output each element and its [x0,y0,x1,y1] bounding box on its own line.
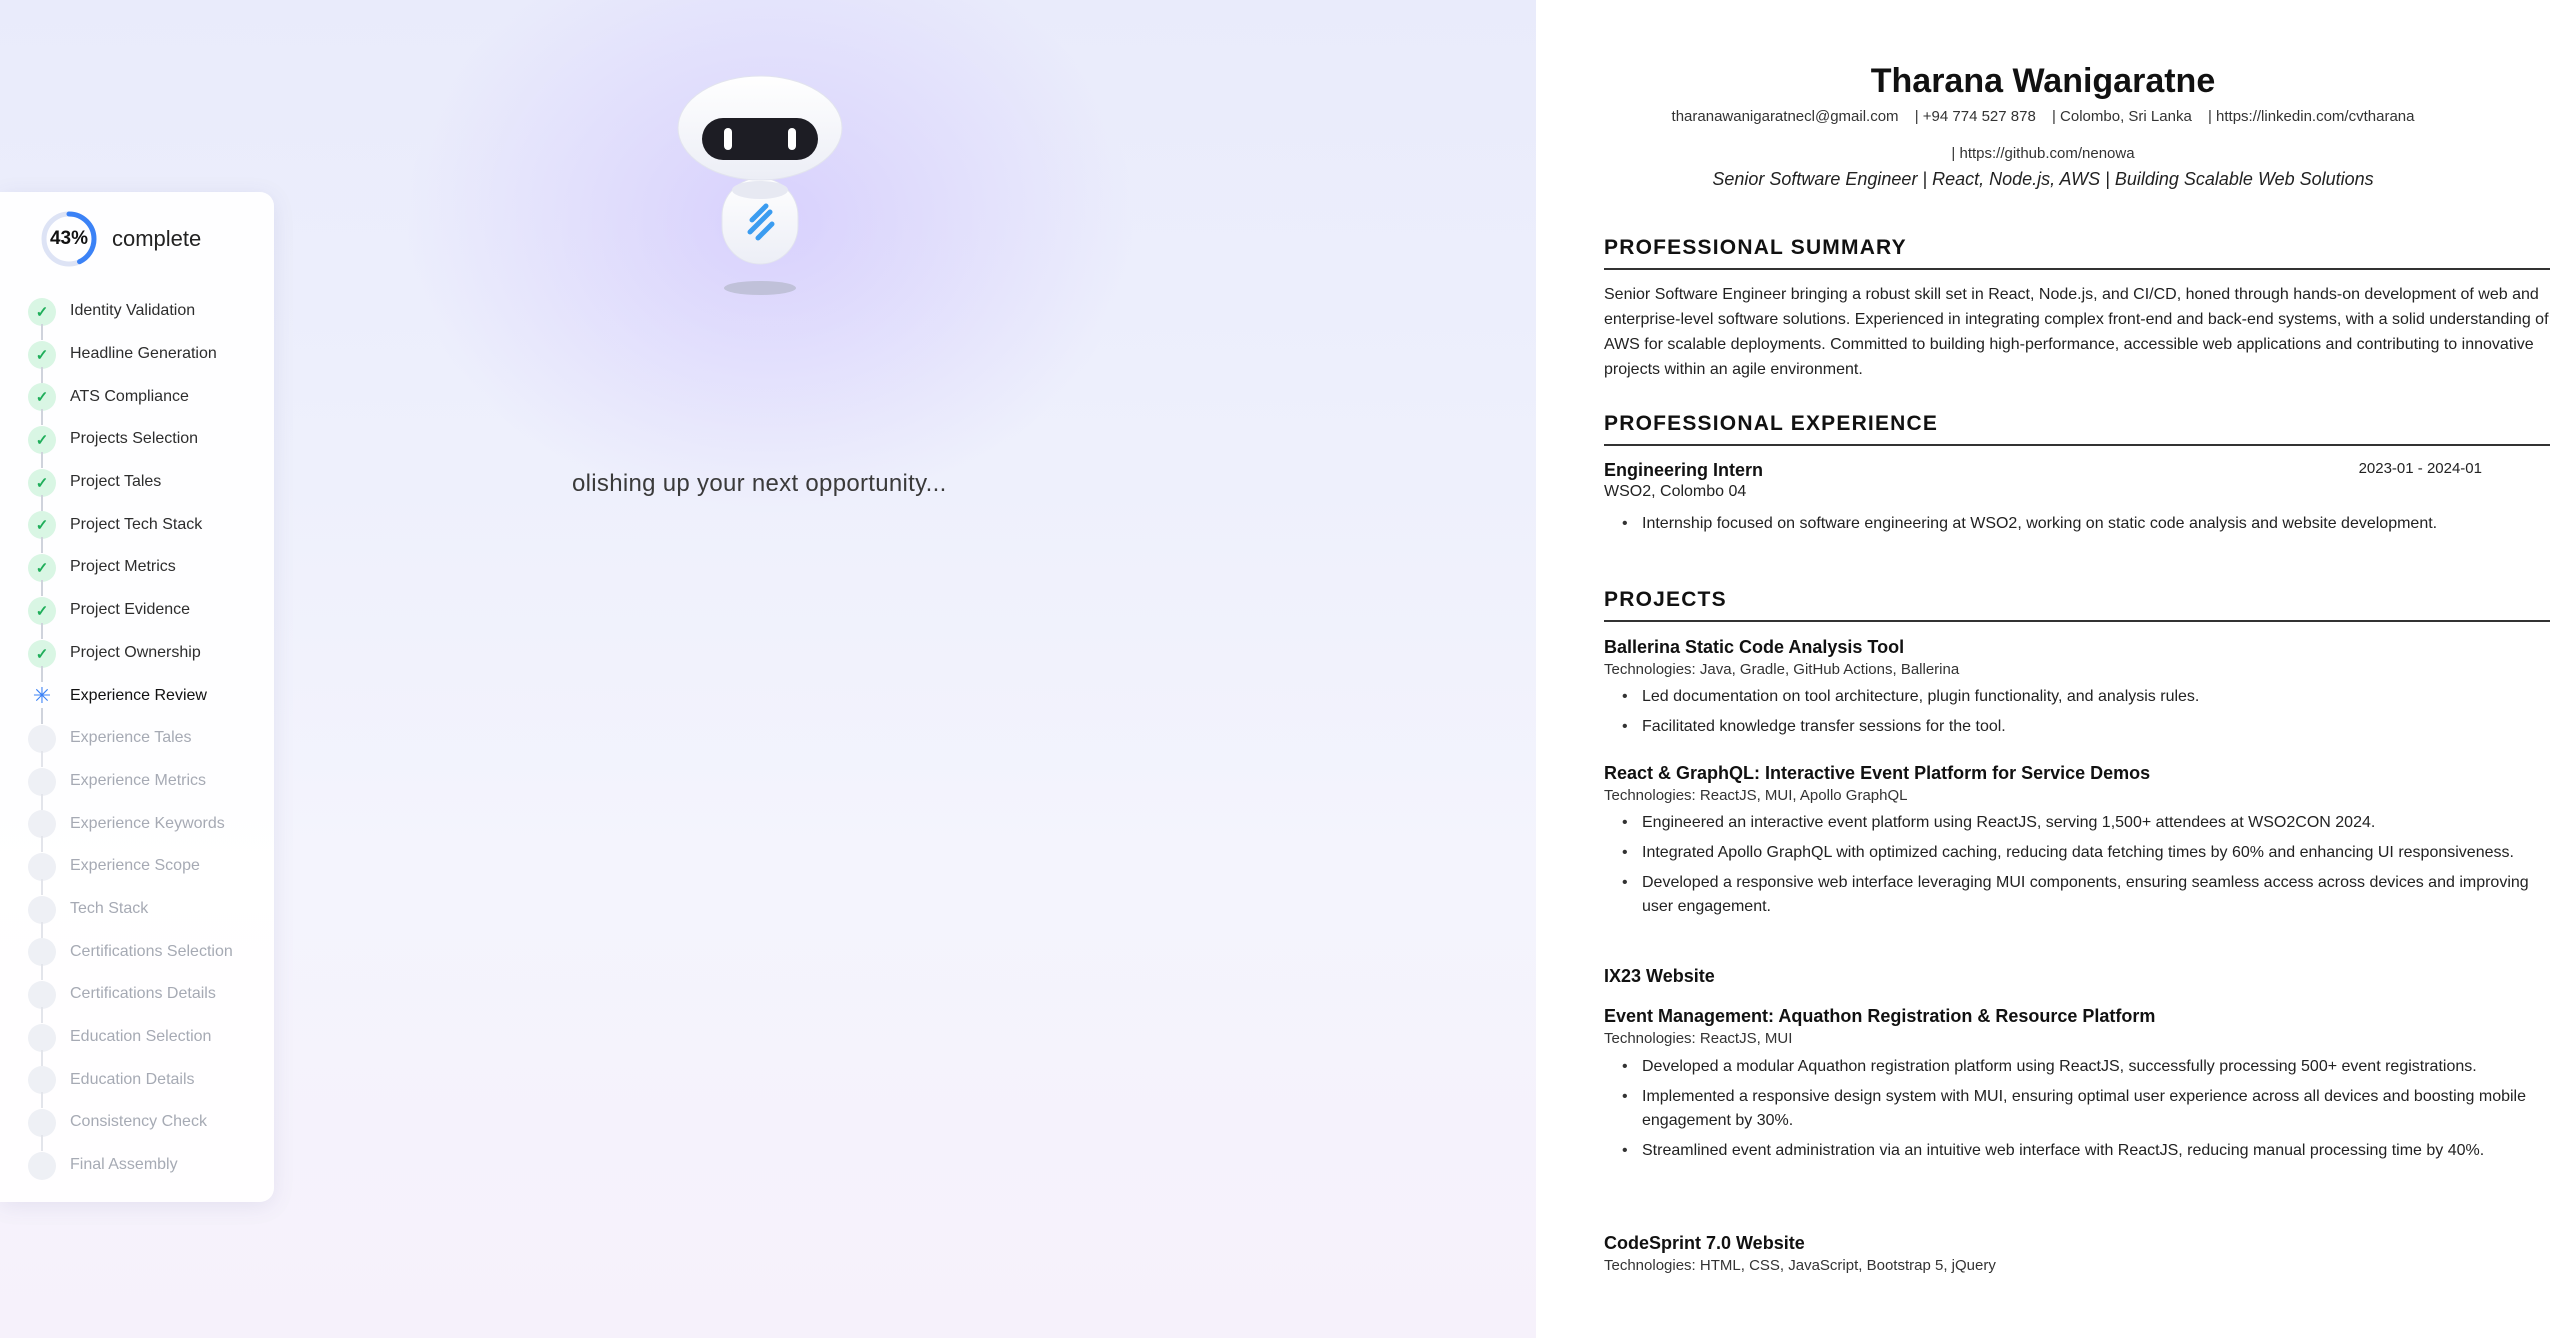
projects-heading: PROJECTS [1604,588,2550,622]
progress-percent: 43% [49,228,89,249]
resume-name: Tharana Wanigaratne [1870,62,2216,100]
step-label: Experience Keywords [70,814,225,832]
pending-dot-icon [28,1109,56,1137]
bullet-item: • Developed a responsive web interface leveraging MUI components, ensuring seamless access across devices and improving user engagement. [1604,871,2550,919]
pending-dot-icon [28,1066,56,1094]
resume-headline: Senior Software Engineer | React, Node.js, AWS | Building Scalable Web Solutions [1712,169,2374,189]
step-item [28,930,274,973]
resume-email[interactable]: tharanawanigaratnecl@gmail.com [1671,108,1899,125]
experience-dates: 2023-01 - 2024-01 [2358,460,2482,477]
pending-dot-icon [28,1152,56,1180]
loading-message: olishing up your next opportunity... [572,470,947,497]
step-label: Project Tech Stack [70,515,203,533]
step-label: Certifications Details [70,985,216,1003]
pending-dot-icon [28,810,56,838]
experience-heading: PROFESSIONAL EXPERIENCE [1604,412,2550,446]
bullet-item: • Integrated Apollo GraphQL with optimized caching, reducing data fetching times by 60% and enhancing UI responsiveness. [1604,841,2550,865]
resume-preview [1536,0,2550,1338]
step-label: Experience Metrics [70,771,207,789]
step-item [28,973,274,1016]
resume-github[interactable]: | https://github.com/nenowa [1951,145,2135,162]
resume-contact-row [1536,108,2550,125]
step-item [28,503,274,546]
step-item [28,589,274,632]
resume-phone: | +94 774 527 878 [1914,108,2036,125]
check-icon: ✓ [28,597,56,625]
step-list [28,290,274,1186]
summary-heading: PROFESSIONAL SUMMARY [1604,236,2550,270]
check-icon: ✓ [28,640,56,668]
step-item [28,845,274,888]
step-label: Experience Tales [70,729,192,747]
pending-dot-icon [28,938,56,966]
progress-panel [0,192,274,1202]
robot-icon [670,70,850,300]
step-label: Education Selection [70,1028,212,1046]
pending-dot-icon [28,725,56,753]
step-label: ATS Compliance [70,387,189,405]
step-item [28,461,274,504]
resume-linkedin[interactable]: | https://linkedin.com/cvtharana [2207,108,2415,125]
project-title: Event Management: Aquathon Registration & Resource Platform [1604,1006,2156,1026]
step-item [28,546,274,589]
project-bullets [1604,1055,2550,1169]
bullet-item: • Developed a modular Aquathon registration platform using ReactJS, successfully processing 500+ event registrations. [1604,1055,2550,1079]
robot-mascot [670,70,850,300]
step-label: Project Evidence [70,601,191,619]
pending-dot-icon [28,896,56,924]
check-icon: ✓ [28,426,56,454]
progress-status-label: complete [112,226,202,251]
step-item [28,418,274,461]
step-item [28,888,274,931]
bullet-item: • Implemented a responsive design system with MUI, ensuring optimal user experience across all devices and boosting mobile engagement by 30%. [1604,1085,2550,1133]
progress-ring [40,210,98,268]
project-title: IX23 Website [1604,966,1715,986]
pending-dot-icon [28,1024,56,1052]
bullet-item: • Streamlined event administration via an intuitive web interface with ReactJS, reducing manual processing time by 40%. [1604,1139,2550,1163]
check-icon: ✓ [28,298,56,326]
pending-dot-icon [28,768,56,796]
project-bullets [1604,685,2550,745]
spinner-icon: ✳ [32,683,52,709]
step-item [28,1144,274,1187]
project-tech: Technologies: ReactJS, MUI [1604,1030,1793,1047]
check-icon: ✓ [28,341,56,369]
step-item [28,290,274,333]
check-icon: ✓ [28,554,56,582]
project-tech: Technologies: ReactJS, MUI, Apollo GraphQL [1604,787,1908,804]
step-item [28,1058,274,1101]
project-title: CodeSprint 7.0 Website [1604,1233,1805,1253]
step-item [28,1101,274,1144]
summary-text: Senior Software Engineer bringing a robust skill set in React, Node.js, and CI/CD, honed through hands-on development of web and enterprise-level software solutions. Experienced in integrating complex front-end and back-end systems, with a solid understanding of AWS for scalable deployments. Committed to building high-performance, accessible web applications and contributing to innovative projects within an agile environment. [1604,286,2549,378]
step-label: Certifications Selection [70,942,233,960]
check-icon: ✓ [28,511,56,539]
step-label: Experience Review [70,686,207,704]
step-item [28,760,274,803]
step-item [28,375,274,418]
project-tech: Technologies: Java, Gradle, GitHub Actions, Ballerina [1604,661,1960,678]
pending-dot-icon [28,853,56,881]
bullet-item: • Internship focused on software engineering at WSO2, working on static code analysis and website development. [1604,512,2550,536]
experience-org: WSO2, Colombo 04 [1604,483,1747,500]
step-item [28,717,274,760]
resume-location: | Colombo, Sri Lanka [2051,108,2192,125]
bullet-item: • Led documentation on tool architecture, plugin functionality, and analysis rules. [1604,685,2550,709]
step-label: Projects Selection [70,430,199,448]
step-item [28,632,274,675]
step-label: Project Ownership [70,643,201,661]
step-item [28,674,274,717]
step-label: Consistency Check [70,1113,207,1131]
bullet-item: • Engineered an interactive event platform using ReactJS, serving 1,500+ attendees at WSO2CON 2024. [1604,811,2550,835]
project-title: React & GraphQL: Interactive Event Platform for Service Demos [1604,763,2151,783]
step-label: Experience Scope [70,857,200,875]
step-item [28,333,274,376]
step-label: Project Metrics [70,558,176,576]
step-label: Tech Stack [70,899,149,917]
check-icon: ✓ [28,383,56,411]
project-title: Ballerina Static Code Analysis Tool [1604,637,1905,657]
step-label: Education Details [70,1070,195,1088]
bullet-item: • Facilitated knowledge transfer sessions for the tool. [1604,715,2550,739]
step-item [28,802,274,845]
pending-dot-icon [28,981,56,1009]
step-label: Final Assembly [70,1156,178,1174]
step-label: Project Tales [70,473,162,491]
check-icon: ✓ [28,469,56,497]
progress-header [40,204,201,274]
experience-bullets [1604,512,2550,542]
experience-title: Engineering Intern [1604,460,1764,480]
project-tech: Technologies: HTML, CSS, JavaScript, Bootstrap 5, jQuery [1604,1257,1996,1274]
step-item [28,1016,274,1059]
step-label: Identity Validation [70,302,196,320]
project-bullets [1604,811,2550,925]
step-label: Headline Generation [70,345,217,363]
